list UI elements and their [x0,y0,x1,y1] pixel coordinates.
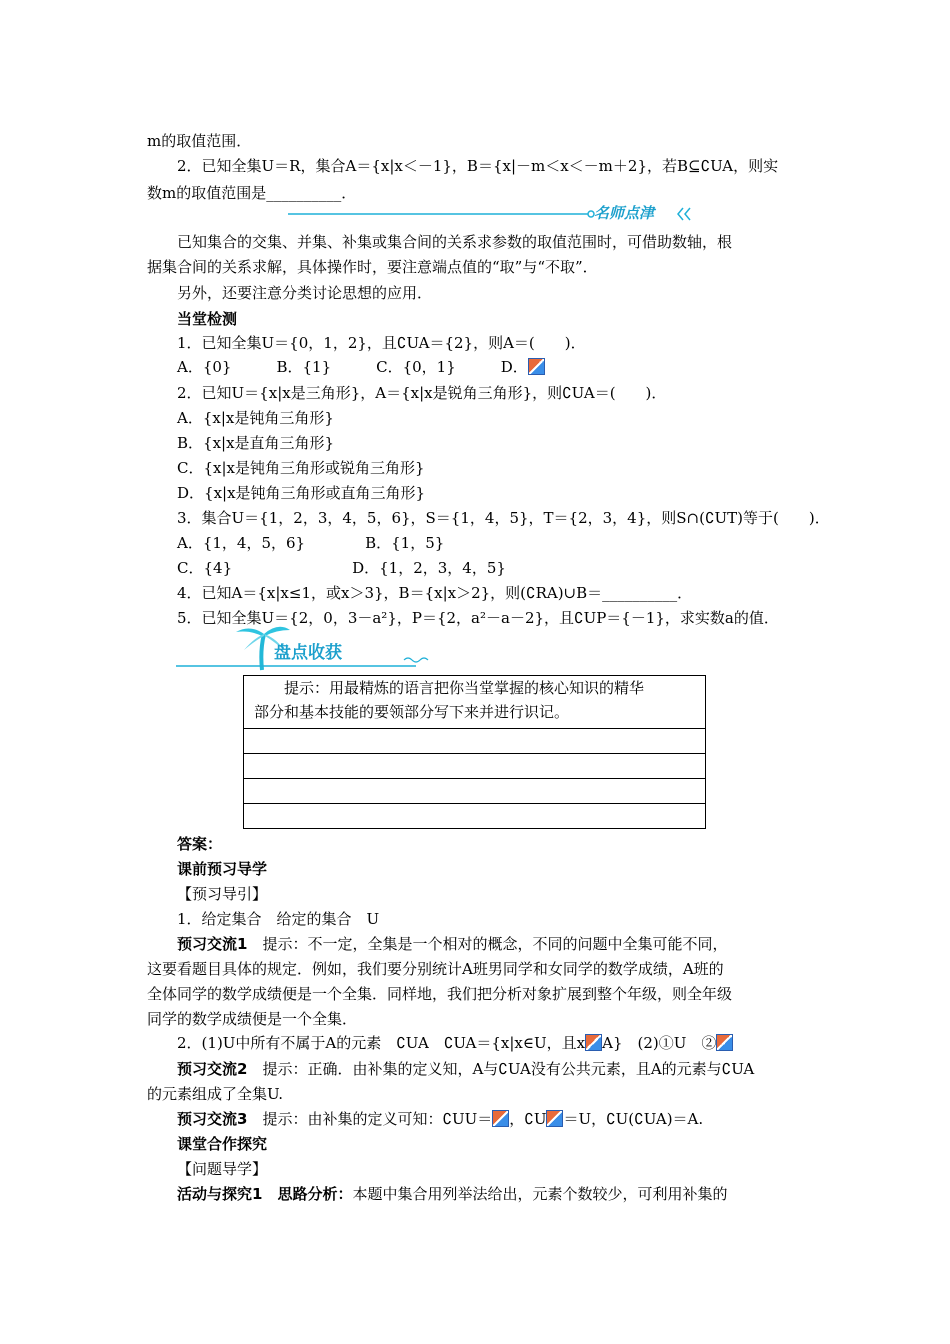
subsection-heading: 【问题导学】 [177,1160,268,1178]
summary-blank-row[interactable] [244,754,706,779]
section-heading: 课堂合作探究 [177,1135,268,1153]
option-line: C．{4} D．{1，2，3，4，5} [177,559,506,577]
answer-line [177,1109,703,1129]
text-line: 2．已知全集U＝R，集合A＝{x|x＜－1}，B＝{x|－m＜x＜－m＋2}，若B⊆∁UA，则实 [147,157,779,175]
subsection-heading: 【预习导引】 [177,885,268,903]
exchange-text: ＝U，∁U(∁UA)＝A. [563,1110,704,1128]
options-text: A．{0} B．{1} C．{0，1} D． [177,358,528,376]
activity-label: 活动与探究1 [177,1185,263,1203]
section-heading: 课前预习导学 [177,860,268,878]
summary-prompt-cell [244,676,706,729]
exchange-text: 提示：由补集的定义可知：∁UU＝ [247,1110,493,1128]
option-line [177,357,545,377]
summary-table [243,675,706,829]
option-line: A．{x|x是钝角三角形} [177,409,334,427]
option-line: A．{1，4，5，6} B．{1，5} [177,534,445,552]
answer-line: 的元素组成了全集U. [147,1085,284,1103]
answers-heading: 答案： [177,835,223,853]
summary-prompt-line: 提示：用最精炼的语言把你当堂掌握的核心知识的精华 [254,679,645,697]
exchange-text: 提示：正确．由补集的定义知，A与∁UA没有公共元素，且A的元素与∁UA [247,1060,755,1078]
image-placeholder-icon [546,1110,563,1127]
image-placeholder-icon [492,1110,509,1127]
answer-line: 1．给定集合 给定的集合 U [177,910,380,928]
summary-blank-row[interactable] [244,804,706,829]
answer-text: 2．(1)U中所有不属于A的元素 ∁UA ∁UA＝{x|x∈U，且x [177,1034,586,1052]
answer-line [177,1184,727,1204]
question-line: 2．已知U＝{x|x是三角形}，A＝{x|x是锐角三角形}，则∁UA＝( )． [177,384,667,402]
summary-blank-row[interactable] [244,729,706,754]
answer-line: 同学的数学成绩便是一个全集． [147,1010,358,1028]
answer-line [177,1033,733,1053]
exchange-text: 提示：不一定，全集是一个相对的概念，不同的问题中全集可能不同， [247,935,728,953]
image-placeholder-icon [585,1034,602,1051]
text-line: 已知集合的交集、并集、补集或集合间的关系求参数的取值范围时，可借助数轴，根 [147,233,733,251]
option-line: C．{x|x是钝角三角形或锐角三角形} [177,459,425,477]
question-line: 4．已知A＝{x|x≤1，或x＞3}，B＝{x|x＞2}，则(∁RA)∪B＝__________． [177,584,693,602]
image-placeholder-icon [716,1034,733,1051]
question-line: 1．已知全集U＝{0，1，2}，且∁UA＝{2}，则A＝( )． [177,334,586,352]
teacher-note-badge: 名师点津 [594,204,655,222]
answer-line [177,1059,754,1079]
text-line: 数m的取值范围是__________． [147,184,357,202]
text-line: 另外，还要注意分类讨论思想的应用． [147,284,433,302]
exchange-label: 预习交流1 [177,935,248,953]
answer-line: 全体同学的数学成绩便是一个全集．同样地，我们把分析对象扩展到整个年级，则全年级 [147,985,733,1003]
text-line: 据集合间的关系求解，具体操作时，要注意端点值的“取”与“不取”． [147,258,598,276]
question-line: 3．集合U＝{1，2，3，4，5，6}，S＝{1，4，5}，T＝{2，3，4}，则S∩(∁UT)等于( )． [177,509,830,527]
option-line: B．{x|x是直角三角形} [177,434,335,452]
answer-text: A} (2)①U ② [602,1034,717,1052]
exchange-label: 预习交流2 [177,1060,248,1078]
option-line: D．{x|x是钝角三角形或直角三角形} [177,484,426,502]
text-line: m的取值范围． [147,132,252,150]
image-placeholder-icon [528,358,545,375]
exchange-text: ，∁U [509,1110,547,1128]
summary-prompt-line: 部分和基本技能的要领部分写下来并进行识记。 [254,703,570,721]
summary-blank-row[interactable] [244,779,706,804]
answer-line: 这要看题目具体的规定．例如，我们要分别统计A班男同学和女同学的数学成绩，A班的 [147,960,724,978]
section-heading: 当堂检测 [177,310,238,328]
question-line: 5．已知全集U＝{2，0，3－a²}，P＝{2，a²－a－2}，且∁UP＝{－1}，求实数a的值． [177,609,779,627]
analysis-label: 思路分析： [262,1185,353,1203]
activity-text: 本题中集合用列举法给出，元素个数较少，可利用补集的 [352,1185,728,1203]
exchange-label: 预习交流3 [177,1110,248,1128]
answer-line [177,934,727,954]
summary-badge: 盘点收获 [274,643,342,663]
